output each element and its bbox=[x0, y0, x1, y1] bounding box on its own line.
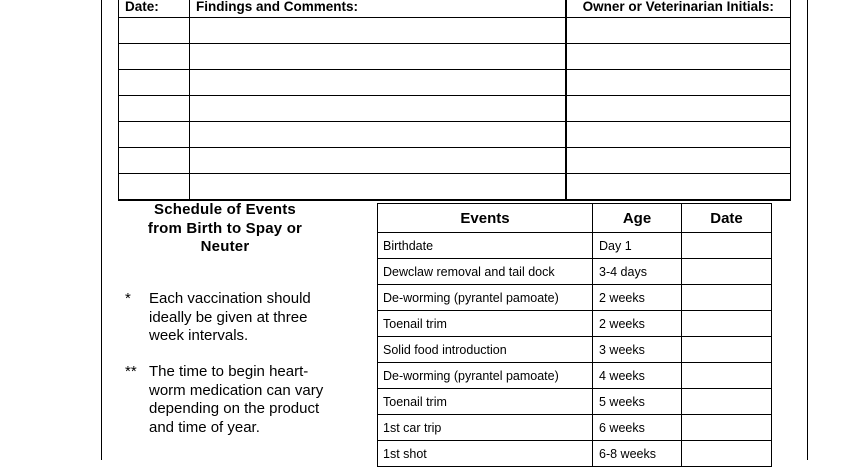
event-age: 2 weeks bbox=[593, 285, 682, 311]
events-header-date: Date bbox=[682, 204, 772, 233]
event-name: 1st shot bbox=[378, 441, 593, 467]
events-row bbox=[378, 285, 772, 311]
event-name: Dewclaw removal and tail dock bbox=[378, 259, 593, 285]
findings-log-table bbox=[118, 0, 791, 201]
event-date-cell[interactable] bbox=[682, 363, 772, 389]
event-age: Day 1 bbox=[593, 233, 682, 259]
event-age: 5 weeks bbox=[593, 389, 682, 415]
log-initials-cell[interactable] bbox=[566, 148, 791, 174]
note-line: ideally be given at three bbox=[149, 308, 308, 326]
schedule-title-line: from Birth to Spay or bbox=[147, 219, 303, 237]
event-date-cell[interactable] bbox=[682, 285, 772, 311]
log-date-cell[interactable] bbox=[119, 44, 190, 70]
schedule-title-line: Neuter bbox=[200, 238, 250, 255]
log-header-date: Date: bbox=[119, 0, 190, 18]
log-initials-cell[interactable] bbox=[566, 122, 791, 148]
events-row bbox=[378, 415, 772, 441]
events-row bbox=[378, 441, 772, 467]
note-marker: ** bbox=[125, 363, 137, 380]
event-date-cell[interactable] bbox=[682, 415, 772, 441]
log-initials-cell[interactable] bbox=[566, 44, 791, 70]
log-date-cell[interactable] bbox=[119, 174, 190, 200]
note-line: Each vaccination should bbox=[149, 290, 311, 307]
event-name: Toenail trim bbox=[378, 389, 593, 415]
events-row bbox=[378, 389, 772, 415]
log-initials-cell[interactable] bbox=[566, 96, 791, 122]
note-line: depending on the product bbox=[149, 400, 320, 417]
events-header-age: Age bbox=[593, 204, 682, 233]
note-marker: * bbox=[125, 290, 131, 307]
log-findings-cell[interactable] bbox=[190, 70, 566, 96]
events-row bbox=[378, 337, 772, 363]
event-age: 3-4 days bbox=[593, 259, 682, 285]
event-name: Birthdate bbox=[378, 233, 593, 259]
event-name: Solid food introduction bbox=[378, 337, 593, 363]
schedule-title-line: Schedule of Events bbox=[154, 201, 296, 218]
log-date-cell[interactable] bbox=[119, 96, 190, 122]
events-row bbox=[378, 311, 772, 337]
event-age: 4 weeks bbox=[593, 363, 682, 389]
log-findings-cell[interactable] bbox=[190, 44, 566, 70]
event-date-cell[interactable] bbox=[682, 441, 772, 467]
event-name: De-worming (pyrantel pamoate) bbox=[378, 363, 593, 389]
log-row bbox=[119, 18, 791, 44]
log-row bbox=[119, 148, 791, 174]
note-line: The time to begin heart- bbox=[149, 363, 309, 380]
event-age: 3 weeks bbox=[593, 337, 682, 363]
log-row bbox=[119, 174, 791, 200]
log-findings-cell[interactable] bbox=[190, 18, 566, 44]
event-age: 6 weeks bbox=[593, 415, 682, 441]
log-row bbox=[119, 70, 791, 96]
events-row bbox=[378, 233, 772, 259]
log-row bbox=[119, 44, 791, 70]
log-header-row bbox=[119, 0, 791, 18]
note-body bbox=[149, 290, 339, 346]
note-line: worm medication can vary bbox=[149, 381, 324, 399]
log-header-initials: Owner or Veterinarian Initials: bbox=[566, 0, 791, 18]
note-line: and time of year. bbox=[149, 418, 260, 436]
log-row bbox=[119, 122, 791, 148]
log-findings-cell[interactable] bbox=[190, 96, 566, 122]
event-date-cell[interactable] bbox=[682, 337, 772, 363]
schedule-title bbox=[130, 201, 320, 257]
log-header-findings: Findings and Comments: bbox=[190, 0, 566, 18]
log-findings-cell[interactable] bbox=[190, 174, 566, 200]
log-findings-cell[interactable] bbox=[190, 148, 566, 174]
log-initials-cell[interactable] bbox=[566, 174, 791, 200]
log-date-cell[interactable] bbox=[119, 148, 190, 174]
log-initials-cell[interactable] bbox=[566, 18, 791, 44]
log-row bbox=[119, 96, 791, 122]
event-date-cell[interactable] bbox=[682, 233, 772, 259]
events-header-events: Events bbox=[378, 204, 593, 233]
event-date-cell[interactable] bbox=[682, 311, 772, 337]
event-name: 1st car trip bbox=[378, 415, 593, 441]
note-line: week intervals. bbox=[149, 327, 249, 344]
event-name: Toenail trim bbox=[378, 311, 593, 337]
event-date-cell[interactable] bbox=[682, 389, 772, 415]
event-age: 2 weeks bbox=[593, 311, 682, 337]
events-row bbox=[378, 259, 772, 285]
note-body bbox=[149, 363, 339, 437]
log-date-cell[interactable] bbox=[119, 70, 190, 96]
log-findings-cell[interactable] bbox=[190, 122, 566, 148]
event-age: 6-8 weeks bbox=[593, 441, 682, 467]
log-date-cell[interactable] bbox=[119, 122, 190, 148]
events-row bbox=[378, 363, 772, 389]
event-name: De-worming (pyrantel pamoate) bbox=[378, 285, 593, 311]
log-date-cell[interactable] bbox=[119, 18, 190, 44]
events-table bbox=[377, 203, 772, 467]
event-date-cell[interactable] bbox=[682, 259, 772, 285]
events-header-row bbox=[378, 204, 772, 233]
log-initials-cell[interactable] bbox=[566, 70, 791, 96]
